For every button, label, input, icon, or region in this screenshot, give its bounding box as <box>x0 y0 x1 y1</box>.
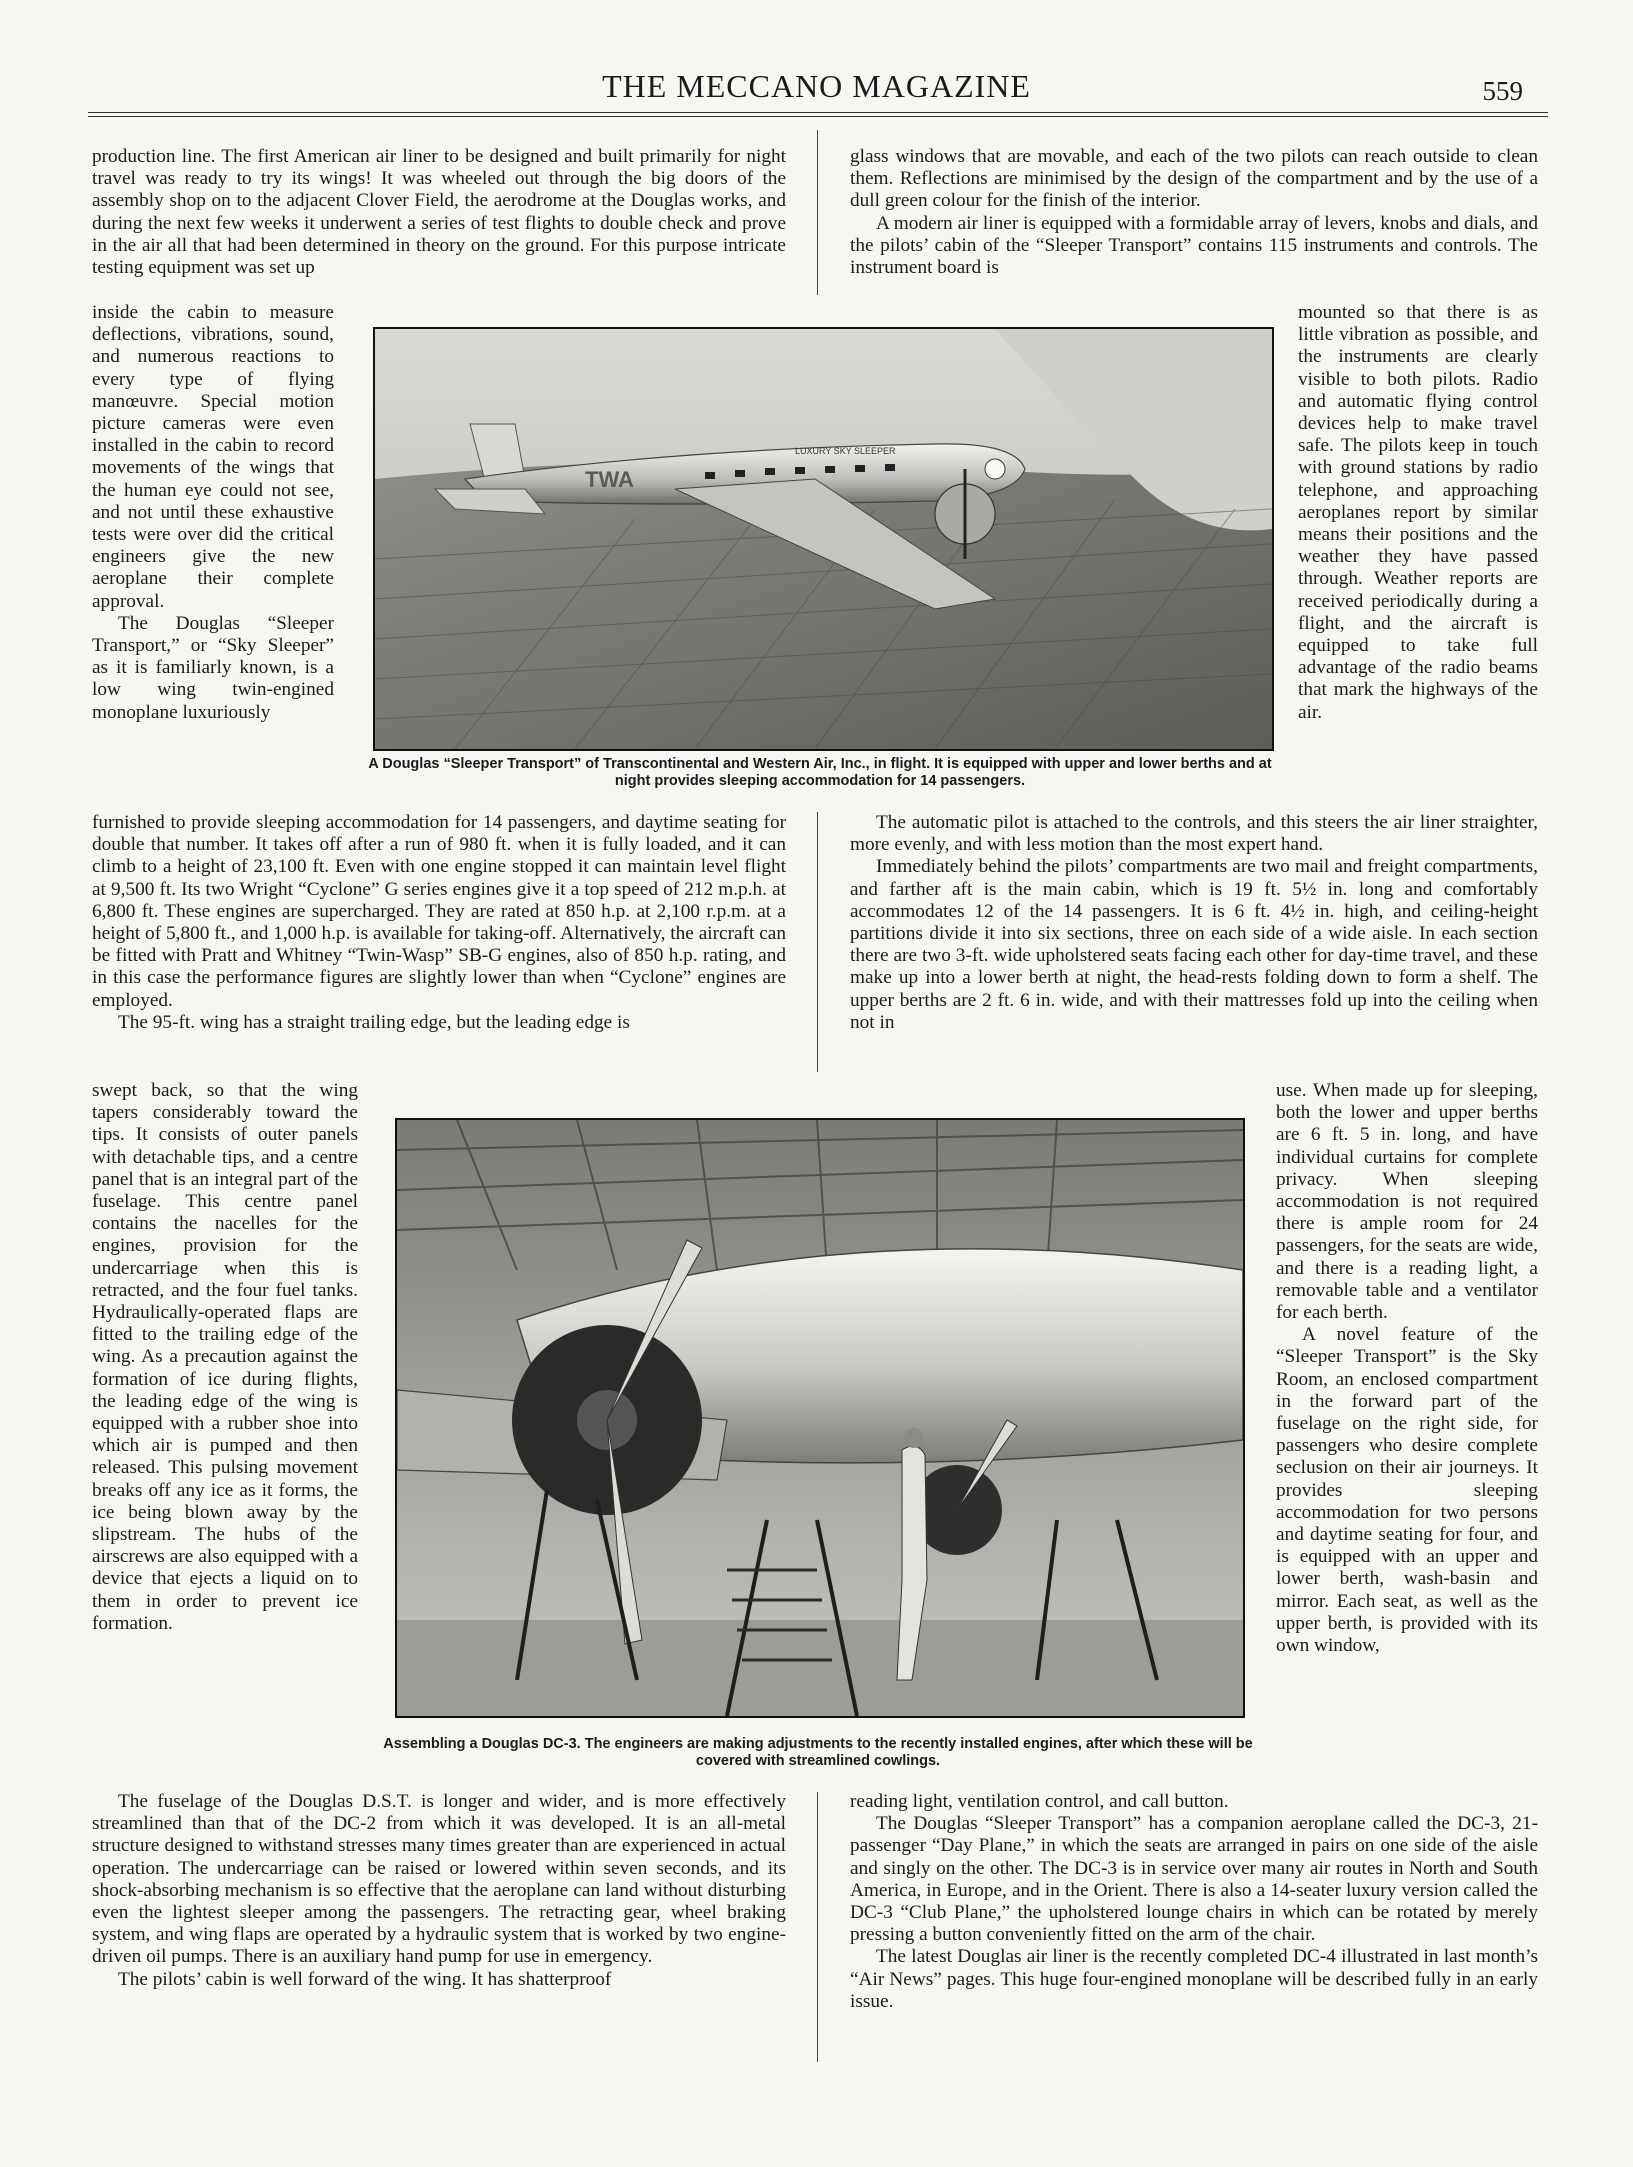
figure-1-caption: A Douglas “Sleeper Transport” of Transcontinental and Western Air, Inc., in flight. It is equipped with upper and lower berths and at night provides sleeping accommodation for 14 passengers. <box>368 756 1272 789</box>
article-right-top: glass windows that are movable, and each of the two pilots can reach outside to clean them. Reflections are minimised by the design of the compartment and by the use of a dull green colour for the finish of the interior. A modern air liner is equipped with a formidable array of levers, knobs and dials, and the pilots’ cabin of the “Sleeper Transport” contains 115 instruments and controls. The instrument board is <box>850 146 1538 279</box>
figure-2-caption: Assembling a Douglas DC-3. The engineers are making adjustments to the recently installed engines, after which these will be covered with streamlined cowlings. <box>383 1736 1253 1769</box>
article-right-bottom: reading light, ventilation control, and call button. The Douglas “Sleeper Transport” has a companion aeroplane called the DC-3, 21-passenger “Day Plane,” in which the seats are arranged in pairs on one side of the aisle and singly on the other. The DC-3 is in service over many air routes in North and South America, in Europe, and in the Orient. There is also a 14-seater luxury version called the DC-3 “Club Plane,” the upholstered lounge chairs in which can be rotated by merely pressing a button conveniently fitted on the arm of the chair. The latest Douglas air liner is the recently completed DC-4 illustrated in last month’s “Air News” pages. This huge four-engined monoplane will be described fully in an early issue. <box>850 1791 1538 2012</box>
header-rule <box>88 112 1548 113</box>
article-left-top: production line. The first American air liner to be designed and built primarily for night travel was ready to try its wings! It was wheeled out through the big doors of the assembly shop on to the adjacent Clover Field, the aerodrome at the Douglas works, and during the next few weeks it underwent a series of test flights to double check and prove in the air all that had been determined in theory on the ground. For this purpose intricate testing equipment was set up <box>92 146 786 279</box>
article-left-narrow-2: swept back, so that the wing tapers considerably toward the tips. It consists of outer panels with detachable tips, and a centre panel that is an integral part of the fuselage. This centre panel contains the nacelles for the engines, provision for the undercarriage when this is retracted, and the four fuel tanks. Hydraulically-operated flaps are fitted to the trailing edge of the wing. As a precaution against the formation of ice during flights, the leading edge of the wing is equipped with a rubber shoe into which air is pumped and then released. This pulsing movement breaks off any ice as it forms, the ice being blown away by the slipstream. The hubs of the airscrews are also equipped with a device that ejects a liquid on to them in order to prevent ice formation. <box>92 1080 358 1634</box>
article-left-middle: furnished to provide sleeping accommodation for 14 passengers, and daytime seating for double that number. It takes off after a run of 980 ft. when it is fully loaded, and it can climb to a height of 23,100 ft. Even with one engine stopped it can maintain level flight at 9,500 ft. Its two Wright “Cyclone” G series engines give it a top speed of 212 m.p.h. at 6,800 ft. These engines are supercharged. They are rated at 850 h.p. at 2,100 r.p.m. at a height of 5,800 ft., and 1,000 h.p. is available for taking-off. Alternatively, the aircraft can be fitted with Pratt and Whitney “Twin-Wasp” SB-G engines, also of 850 h.p. rating, and in this case the performance figures are slightly lower than when “Cyclone” engines are employed. The 95-ft. wing has a straight trailing edge, but the leading edge is <box>92 812 786 1033</box>
article-left-narrow-1: inside the cabin to measure deflections, vibrations, sound, and numerous reactions to every type of flying manœuvre. Special motion picture cameras were even installed in the cabin to record movements of the wings that the human eye could not see, and not until these exhaustive tests were over did the critical engineers give the new aeroplane their complete approval. The Douglas “Sleeper Transport,” or “Sky Sleeper” as it is familiarly known, is a low wing twin-engined monoplane luxuriously <box>92 302 334 723</box>
header-rule-thin <box>88 116 1548 117</box>
article-left-bottom: The fuselage of the Douglas D.S.T. is longer and wider, and is more effectively streamlined than that of the DC-2 from which it was developed. It is an all-metal structure designed to withstand stresses many times greater than are experienced in actual operation. The undercarriage can be raised or lowered within seven seconds, and its shock-absorbing mechanism is so effective that the aeroplane can land without disturbing even the lightest sleeper among the passengers. The retracting gear, wheel braking system, and wing flaps are operated by a hydraulic system that is worked by two engine-driven oil pumps. There is an auxiliary hand pump for use in emergency. The pilots’ cabin is well forward of the wing. It has shatterproof <box>92 1791 786 1990</box>
dc3-assembly-photo <box>395 1118 1245 1718</box>
dc3-in-flight-photo <box>373 327 1274 751</box>
page-number: 559 <box>1482 76 1523 106</box>
column-divider-middle <box>817 812 818 1072</box>
magazine-title: THE MECCANO MAGAZINE <box>602 68 1031 104</box>
article-right-narrow-1: mounted so that there is as little vibration as possible, and the instruments are clearly visible to both pilots. Radio and automatic flying control devices help to make travel safe. The pilots keep in touch with ground stations by radio telephone, and approaching aeroplanes report by similar means their positions and the weather they have passed through. Weather reports are received periodically during a flight, and the aircraft is equipped to take full advantage of the radio beams that mark the highways of the air. <box>1298 302 1538 723</box>
airline-mark: TWA <box>585 467 634 492</box>
column-divider-bottom <box>817 1792 818 2062</box>
column-divider-top <box>817 130 818 295</box>
hangar-photo-graphic <box>397 1120 1243 1716</box>
aerial-photo-graphic <box>375 329 1272 749</box>
article-right-narrow-2: use. When made up for sleeping, both the lower and upper berths are 6 ft. 5 in. long, and have individual curtains for complete privacy. When sleeping accommodation is not required there is ample room for 24 passengers, for the seats are wide, and there is a reading light, a removable table and a ventilator for each berth. A novel feature of the “Sleeper Transport” is the Sky Room, an enclosed compartment in the forward part of the fuselage on the right side, for passengers who desire complete seclusion on their air journeys. It provides sleeping accommodation for two persons and daytime seating for four, and is equipped with an upper and lower berth, wash-basin and mirror. Each seat, as well as the upper berth, is provided with its own window, <box>1276 1080 1538 1657</box>
nose-marking: LUXURY SKY SLEEPER <box>795 446 896 456</box>
article-right-middle: The automatic pilot is attached to the controls, and this steers the air liner straighter, more evenly, and with less motion than the most expert hand. Immediately behind the pilots’ compartments are two mail and freight compartments, and farther aft is the main cabin, which is 19 ft. 5½ in. long and comfortably accommodates 12 of the 14 passengers. It is 6 ft. 4½ in. high, and ceiling-height partitions divide it into six sections, three on each side of a wide aisle. In each section there are two 3-ft. wide upholstered seats facing each other for day-time travel, and these make up into a lower berth at night, the head-rests folding down to form a shelf. The upper berths are 2 ft. 6 in. wide, and with their mattresses fold up into the ceiling when not in <box>850 812 1538 1033</box>
